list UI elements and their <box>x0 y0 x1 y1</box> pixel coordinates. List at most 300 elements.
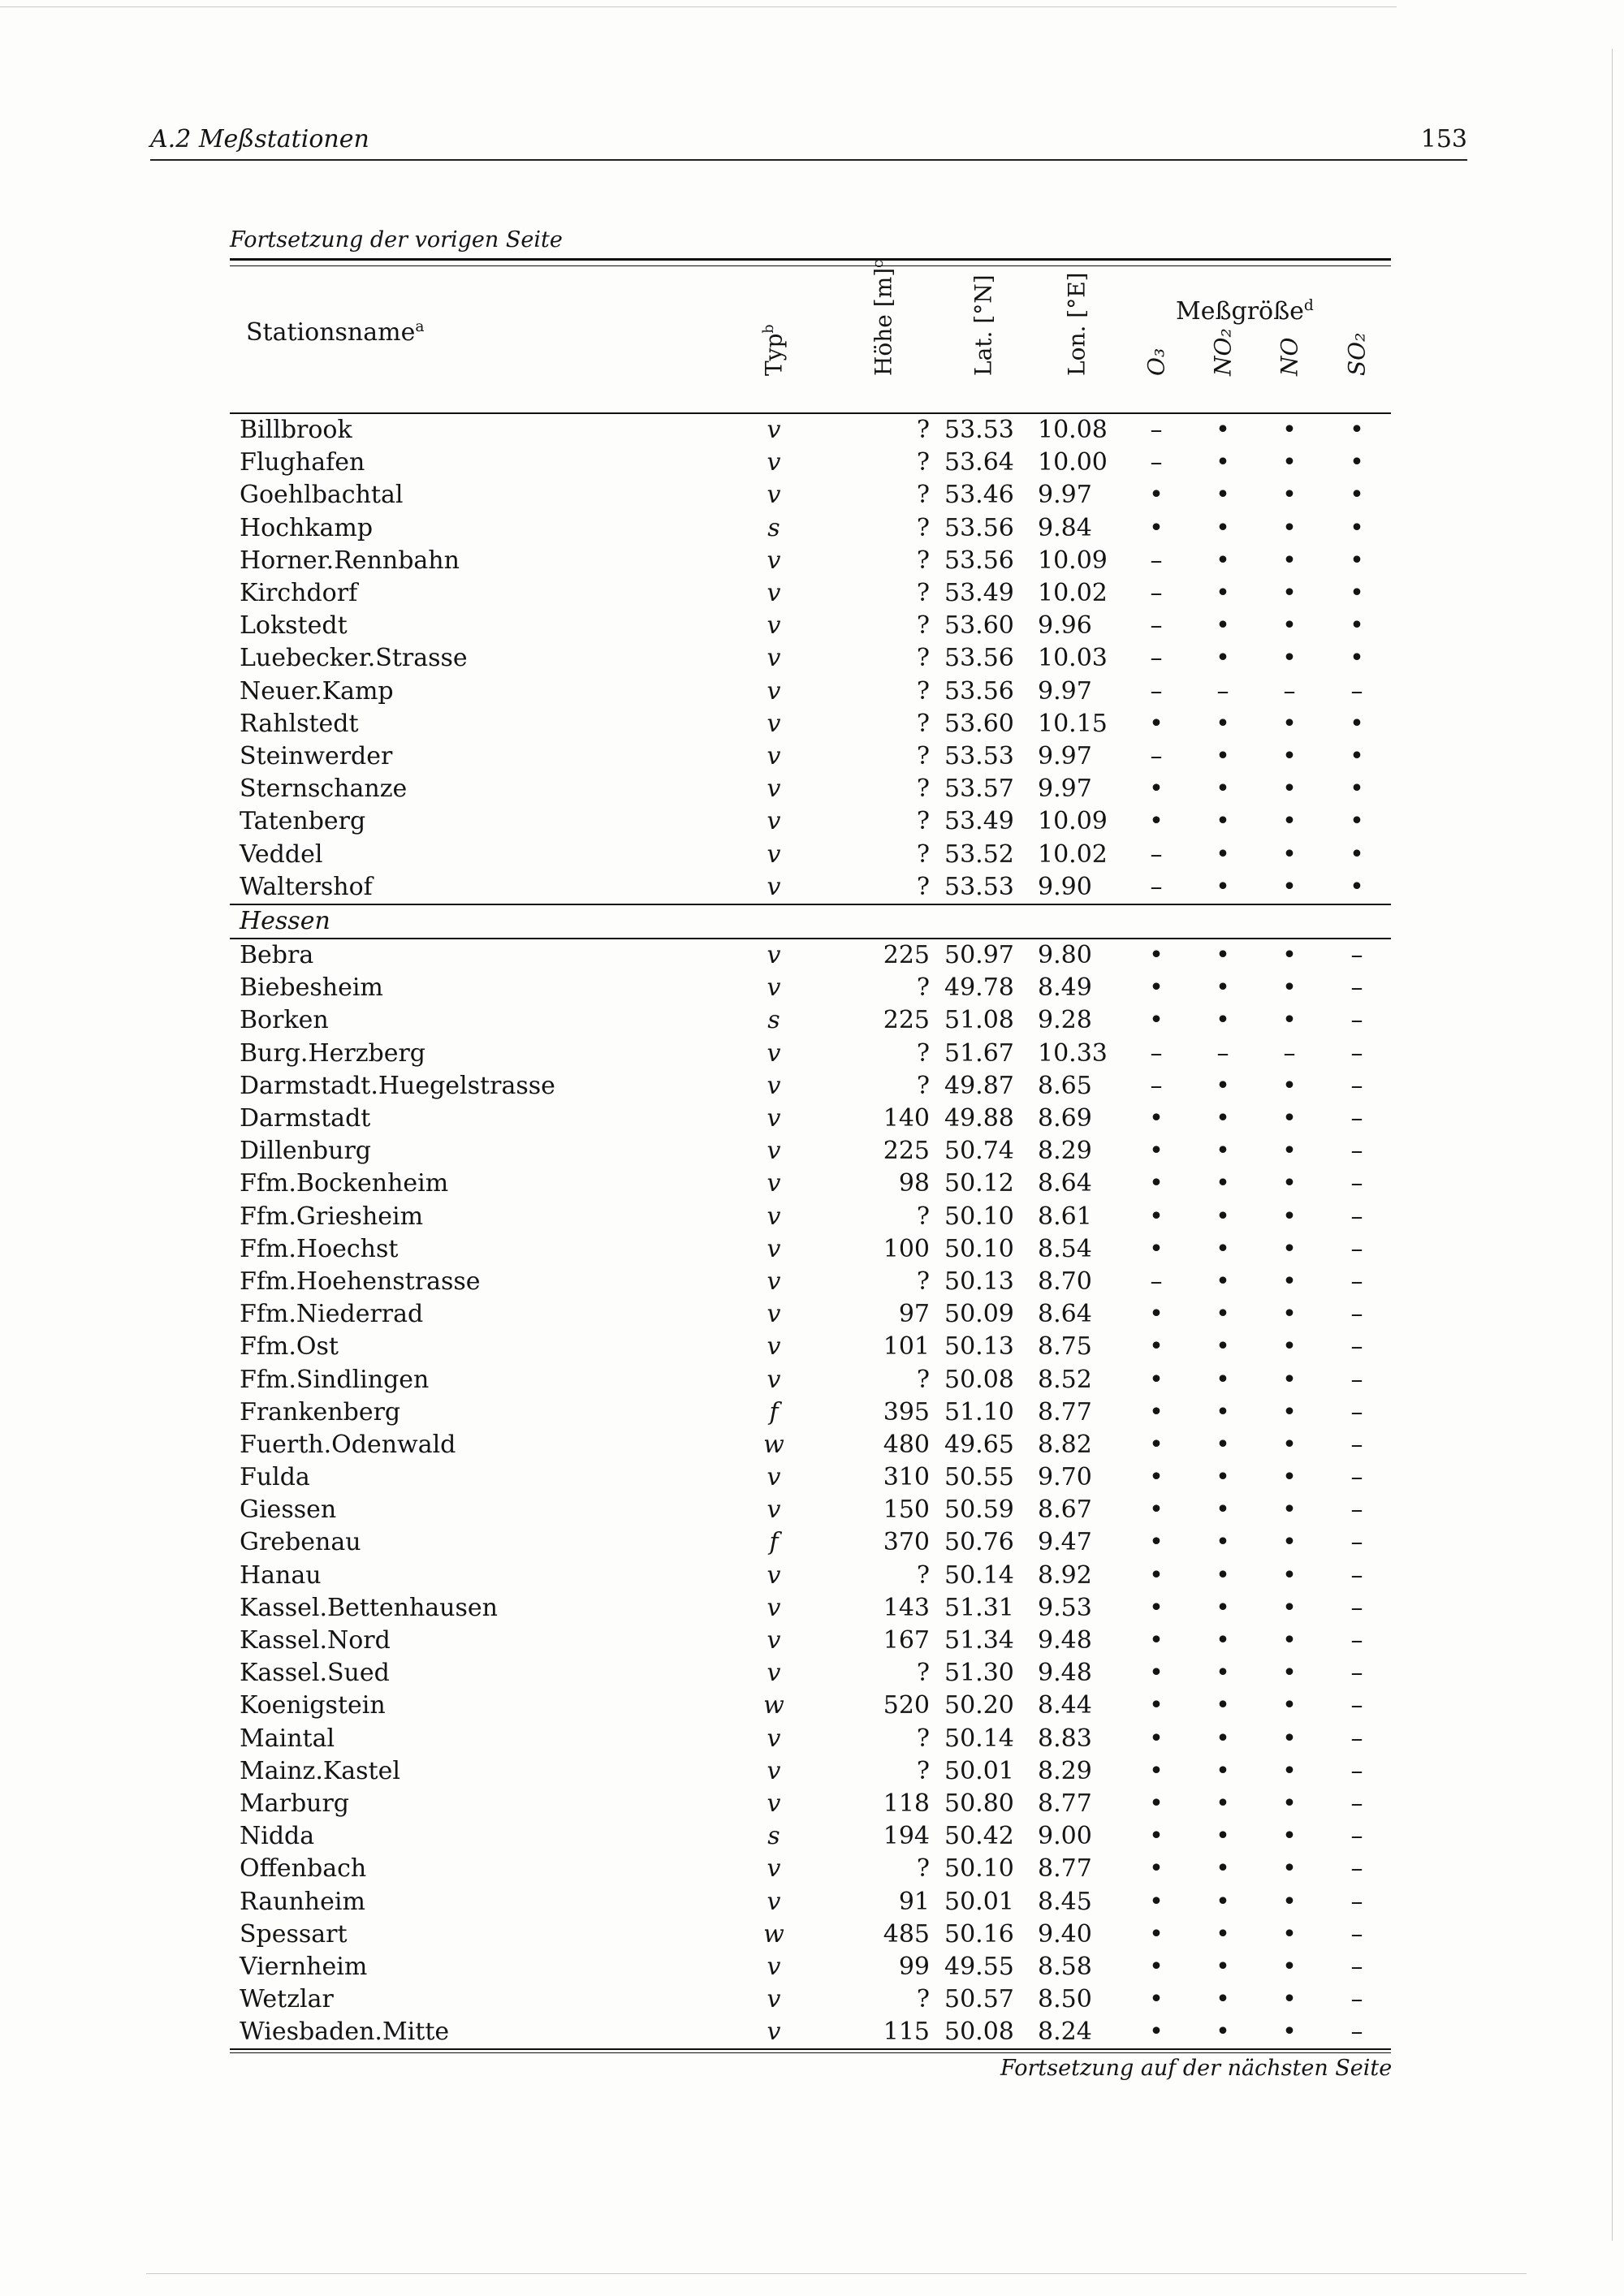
cell-no2: • <box>1216 872 1230 901</box>
header-typ: Typ$^b$ <box>760 324 788 376</box>
cell-name: Darmstadt.Huegelstrasse <box>240 1071 555 1100</box>
table-row <box>230 1266 1391 1298</box>
cell-typ: v <box>767 741 781 770</box>
cell-hoehe: ? <box>916 611 930 641</box>
header-cell-no <box>1256 266 1323 412</box>
cell-no: • <box>1282 1071 1297 1100</box>
cell-so2: • <box>1350 448 1364 477</box>
cell-so2: • <box>1350 611 1364 641</box>
cell-no2: • <box>1216 1234 1230 1263</box>
cell-o3: • <box>1149 1365 1164 1394</box>
cell-o3: • <box>1149 1332 1164 1362</box>
cell-typ: f <box>769 1528 779 1557</box>
cell-no: • <box>1282 1919 1297 1949</box>
cell-o3: • <box>1149 1985 1164 2014</box>
cell-lat: 50.10 <box>944 1202 1014 1231</box>
table-row <box>230 1038 1391 1070</box>
cell-o3: – <box>1150 676 1163 706</box>
cell-o3: • <box>1149 1789 1164 1818</box>
table-row <box>230 512 1391 545</box>
cell-lon: 9.97 <box>1038 481 1092 510</box>
cell-typ: v <box>767 546 781 575</box>
cell-name: Waltershof <box>240 872 373 901</box>
cell-lon: 9.97 <box>1038 775 1092 804</box>
cell-no2: • <box>1216 546 1230 575</box>
cell-typ: v <box>767 1985 781 2014</box>
cell-typ: v <box>767 839 781 869</box>
cell-lat: 50.59 <box>944 1495 1014 1525</box>
cell-so2: • <box>1350 481 1364 510</box>
cell-typ: v <box>767 611 781 641</box>
page-number: 153 <box>1420 125 1467 153</box>
cell-lat: 50.12 <box>944 1169 1014 1198</box>
cell-lat: 50.10 <box>944 1854 1014 1884</box>
cell-hoehe: 370 <box>883 1528 930 1557</box>
cell-o3: • <box>1149 807 1164 836</box>
cell-o3: • <box>1149 1691 1164 1720</box>
cell-lon: 10.02 <box>1038 839 1108 869</box>
cell-no: • <box>1282 1887 1297 1916</box>
cell-no2: • <box>1216 1169 1230 1198</box>
table-row <box>230 1103 1391 1135</box>
cell-name: Hochkamp <box>240 513 374 542</box>
cell-o3: – <box>1150 839 1163 869</box>
cell-lat: 53.49 <box>944 579 1014 608</box>
cell-name: Ffm.Griesheim <box>240 1202 424 1231</box>
cell-lat: 53.46 <box>944 481 1014 510</box>
cell-hoehe: 225 <box>883 1137 930 1166</box>
cell-so2: • <box>1350 546 1364 575</box>
cell-no: • <box>1282 1267 1297 1296</box>
cell-lat: 49.78 <box>944 973 1014 1003</box>
header-lat: Lat. [°N] <box>970 274 996 376</box>
cell-hoehe: ? <box>916 872 930 901</box>
cell-lat: 50.20 <box>944 1691 1014 1720</box>
table-row <box>230 1461 1391 1494</box>
cell-o3: • <box>1149 1822 1164 1851</box>
table-row <box>230 1625 1391 1657</box>
cell-so2: – <box>1350 1724 1363 1753</box>
cell-o3: • <box>1149 1234 1164 1263</box>
cell-typ: f <box>769 1397 779 1426</box>
cell-lon: 9.28 <box>1038 1006 1092 1035</box>
header-cell-lat <box>936 266 1030 412</box>
cell-name: Dillenburg <box>240 1137 371 1166</box>
cell-no: • <box>1282 644 1297 673</box>
cell-lat: 53.56 <box>944 546 1014 575</box>
cell-typ: v <box>767 1887 781 1916</box>
cell-typ: v <box>767 1659 781 1688</box>
cell-no: • <box>1282 709 1297 738</box>
cell-hoehe: ? <box>916 644 930 673</box>
cell-typ: v <box>767 775 781 804</box>
cell-no: • <box>1282 839 1297 869</box>
cell-no: • <box>1282 973 1297 1003</box>
cell-name: Ffm.Bockenheim <box>240 1169 449 1198</box>
header-lon: Lon. [°E] <box>1063 272 1090 376</box>
cell-no2: • <box>1216 1071 1230 1100</box>
cell-lon: 8.58 <box>1038 1952 1092 1981</box>
table-row <box>230 1070 1391 1103</box>
table-row <box>230 1167 1391 1200</box>
cell-lon: 8.64 <box>1038 1169 1092 1198</box>
cell-lat: 50.16 <box>944 1919 1014 1949</box>
cell-name: Goehlbachtal <box>240 481 404 510</box>
cell-o3: • <box>1149 1626 1164 1655</box>
cell-o3: • <box>1149 1854 1164 1884</box>
cell-o3: • <box>1149 1137 1164 1166</box>
cell-lon: 8.65 <box>1038 1071 1092 1100</box>
cell-name: Marburg <box>240 1789 350 1818</box>
table-row <box>230 871 1391 904</box>
cell-lon: 9.97 <box>1038 741 1092 770</box>
cell-lat: 50.74 <box>944 1137 1014 1166</box>
cell-hoehe: 115 <box>831 2016 936 2049</box>
cell-no: • <box>1282 1332 1297 1362</box>
cell-so2: – <box>1350 1593 1363 1622</box>
table-row <box>230 939 1391 972</box>
table-row <box>230 1526 1391 1559</box>
cell-no2: – <box>1216 676 1229 706</box>
station-table <box>230 258 1391 2050</box>
cell-no2: • <box>1216 1985 1230 2014</box>
cell-so2: – <box>1350 1104 1363 1133</box>
table-row <box>230 1494 1391 1526</box>
cell-o3: • <box>1149 1724 1164 1753</box>
cell-no2: • <box>1216 1137 1230 1166</box>
cell-no: • <box>1282 1593 1297 1622</box>
table-row <box>230 1657 1391 1690</box>
cell-lon: 8.69 <box>1038 1104 1092 1133</box>
cell-no: • <box>1282 1169 1297 1198</box>
cell-lat: 50.55 <box>944 1463 1014 1492</box>
cell-no: – <box>1283 1038 1296 1068</box>
table-row <box>230 413 1391 447</box>
cell-hoehe: 480 <box>883 1430 930 1459</box>
cell-lon: 9.48 <box>1038 1659 1092 1688</box>
cell-so2: – <box>1350 1169 1363 1198</box>
cell-hoehe: ? <box>916 1854 930 1884</box>
cell-lat: 50.57 <box>944 1985 1014 2014</box>
cell-no: • <box>1282 741 1297 770</box>
cell-typ: v <box>767 1137 781 1166</box>
cell-no: • <box>1282 1430 1297 1459</box>
cell-hoehe: ? <box>916 448 930 477</box>
table-row <box>230 610 1391 642</box>
cell-lon: 9.47 <box>1038 1528 1092 1557</box>
cell-no2: • <box>1216 1626 1230 1655</box>
cell-name: Fulda <box>240 1463 310 1492</box>
cell-typ: v <box>767 872 781 901</box>
table-row <box>230 1331 1391 1363</box>
cell-typ: v <box>767 1789 781 1818</box>
table-row <box>230 1298 1391 1331</box>
cell-no2: • <box>1216 807 1230 836</box>
cell-hoehe: ? <box>916 1267 930 1296</box>
cell-lat: 51.31 <box>944 1593 1014 1622</box>
cell-so2: • <box>1350 872 1364 901</box>
cell-name: Kassel.Bettenhausen <box>240 1593 498 1622</box>
cell-no: • <box>1282 1234 1297 1263</box>
cell-typ: v <box>767 1300 781 1329</box>
cell-typ: v <box>767 579 781 608</box>
cell-name: Frankenberg <box>240 1397 401 1426</box>
cell-name: Mainz.Kastel <box>240 1756 400 1785</box>
cell-hoehe: ? <box>916 1560 930 1590</box>
table-row <box>230 1560 1391 1592</box>
cell-no2: • <box>1216 513 1230 542</box>
cell-name: Wiesbaden.Mitte <box>230 2016 717 2049</box>
cell-lon: 8.49 <box>1038 973 1092 1003</box>
header-station-name: Stationsname$^a$ <box>246 318 425 347</box>
cell-name: Burg.Herzberg <box>240 1038 426 1068</box>
cell-no2: • <box>1216 1104 1230 1133</box>
table-row <box>230 1429 1391 1461</box>
cell-so2: – <box>1350 1495 1363 1525</box>
cell-o3: • <box>1149 513 1164 542</box>
cell-hoehe: ? <box>916 973 930 1003</box>
table-row <box>230 1788 1391 1820</box>
table-row <box>230 545 1391 577</box>
cell-no2: • <box>1216 839 1230 869</box>
cell-hoehe: 143 <box>883 1593 930 1622</box>
cell-lat: 51.30 <box>944 1659 1014 1688</box>
cell-o3: • <box>1149 1169 1164 1198</box>
cell-lon: 10.15 <box>1038 709 1108 738</box>
cell-no2: • <box>1216 1463 1230 1492</box>
cell-typ: v <box>767 1267 781 1296</box>
cell-so2: – <box>1350 1822 1363 1851</box>
cell-o3: • <box>1149 1463 1164 1492</box>
cell-no2: • <box>1216 1691 1230 1720</box>
cell-no: • <box>1282 1724 1297 1753</box>
cell-no2: • <box>1216 1006 1230 1035</box>
cell-name: Darmstadt <box>240 1104 371 1133</box>
cell-no2: • <box>1216 448 1230 477</box>
cell-lon: 10.09 <box>1038 546 1108 575</box>
cell-typ: v <box>767 941 781 970</box>
cell-so2: – <box>1350 1202 1363 1231</box>
cell-lon: 8.44 <box>1038 1691 1092 1720</box>
cell-no2: • <box>1216 416 1230 445</box>
table-row <box>230 972 1391 1004</box>
cell-lon: 9.00 <box>1038 1822 1092 1851</box>
cell-typ: v <box>767 973 781 1003</box>
cell-name: Wetzlar <box>240 1985 334 2014</box>
cell-no2: • <box>1190 2016 1256 2049</box>
cell-typ: v <box>767 1756 781 1785</box>
header-cell-o3 <box>1123 266 1190 412</box>
cell-typ: v <box>767 1234 781 1263</box>
cell-so2: • <box>1350 709 1364 738</box>
cell-name: Fuerth.Odenwald <box>240 1430 456 1459</box>
cell-lat: 49.55 <box>944 1952 1014 1981</box>
cell-lat: 50.09 <box>944 1300 1014 1329</box>
cell-so2: • <box>1350 741 1364 770</box>
cell-no: • <box>1282 872 1297 901</box>
cell-o3: • <box>1149 1495 1164 1525</box>
cell-so2: – <box>1350 1854 1363 1884</box>
cell-typ: v <box>767 1495 781 1525</box>
table-row <box>230 577 1391 610</box>
cell-o3: – <box>1150 448 1163 477</box>
cell-lat: 53.53 <box>944 872 1014 901</box>
cell-so2: – <box>1350 1919 1363 1949</box>
header-cell-so2 <box>1323 266 1391 412</box>
cell-name: Ffm.Ost <box>240 1332 339 1362</box>
cell-o3: • <box>1149 1006 1164 1035</box>
cell-lon: 10.03 <box>1038 644 1108 673</box>
cell-name: Tatenberg <box>240 807 366 836</box>
cell-name: Billbrook <box>240 416 352 445</box>
cell-no: • <box>1282 513 1297 542</box>
cell-so2: – <box>1350 1756 1363 1785</box>
cell-no: • <box>1282 1365 1297 1394</box>
cell-so2: – <box>1350 1071 1363 1100</box>
cell-o3: • <box>1149 1887 1164 1916</box>
cell-lon: 9.53 <box>1038 1593 1092 1622</box>
table-row <box>230 1233 1391 1266</box>
cell-name: Kirchdorf <box>240 579 358 608</box>
cell-lon: 9.90 <box>1038 872 1092 901</box>
cell-no2: • <box>1216 1854 1230 1884</box>
cell-so2: – <box>1350 1626 1363 1655</box>
cell-name: Viernheim <box>240 1952 368 1981</box>
continued-from-note: Fortsetzung der vorigen Seite <box>230 227 563 252</box>
cell-so2: – <box>1350 1528 1363 1557</box>
cell-hoehe: ? <box>916 579 930 608</box>
cell-no: • <box>1282 1495 1297 1525</box>
cell-no: • <box>1282 1789 1297 1818</box>
cell-so2: – <box>1350 1430 1363 1459</box>
cell-name: Hanau <box>240 1560 322 1590</box>
table-row <box>230 1592 1391 1625</box>
cell-o3: • <box>1149 1593 1164 1622</box>
cell-name: Flughafen <box>240 448 365 477</box>
cell-lon: 9.70 <box>1038 1463 1092 1492</box>
cell-so2: • <box>1350 416 1364 445</box>
table-row <box>230 838 1391 870</box>
cell-no: • <box>1282 579 1297 608</box>
cell-so2: – <box>1350 1234 1363 1263</box>
station-footnote-mark: a <box>415 318 425 335</box>
cell-lon: 8.83 <box>1038 1724 1092 1753</box>
header-cell-typ <box>717 266 831 412</box>
cell-lat: 51.34 <box>944 1626 1014 1655</box>
cell-lon: 8.29 <box>1038 1137 1092 1166</box>
cell-lon: 8.50 <box>1038 1985 1092 2014</box>
cell-lat: 50.76 <box>944 1528 1014 1557</box>
cell-hoehe: ? <box>916 546 930 575</box>
cell-typ: s <box>767 1822 780 1851</box>
cell-lat: 53.64 <box>944 448 1014 477</box>
cell-hoehe: 225 <box>883 1006 930 1035</box>
header-cell-lon <box>1030 266 1123 412</box>
cell-so2: – <box>1350 1659 1363 1688</box>
table-row <box>230 447 1391 479</box>
cell-o3: – <box>1150 1267 1163 1296</box>
header-row <box>230 266 1391 412</box>
cell-hoehe: 101 <box>883 1332 930 1362</box>
cell-name: Kassel.Sued <box>240 1659 390 1688</box>
cell-no2: • <box>1216 741 1230 770</box>
cell-so2: – <box>1350 1038 1363 1068</box>
table-row <box>230 479 1391 511</box>
cell-so2: – <box>1350 1137 1363 1166</box>
cell-name: Lokstedt <box>240 611 348 641</box>
cell-name: Ffm.Niederrad <box>240 1300 424 1329</box>
cell-hoehe: 150 <box>883 1495 930 1525</box>
cell-so2: – <box>1350 1267 1363 1296</box>
cell-so2: • <box>1350 644 1364 673</box>
cell-no2: • <box>1216 709 1230 738</box>
cell-lat: 53.53 <box>944 741 1014 770</box>
cell-lat: 50.14 <box>944 1560 1014 1590</box>
cell-name: Veddel <box>240 839 323 869</box>
cell-hoehe: ? <box>916 775 930 804</box>
cell-no: • <box>1282 775 1297 804</box>
table-row <box>230 642 1391 675</box>
cell-hoehe: ? <box>916 1071 930 1100</box>
cell-no: • <box>1282 1137 1297 1166</box>
cell-name: Neuer.Kamp <box>240 676 394 706</box>
cell-typ: v <box>767 1463 781 1492</box>
cell-typ: v <box>767 1593 781 1622</box>
station-table-body <box>230 413 1391 2049</box>
cell-o3: • <box>1149 941 1164 970</box>
cell-no2: • <box>1216 1659 1230 1688</box>
cell-hoehe: ? <box>916 1365 930 1394</box>
cell-lat: 51.08 <box>944 1006 1014 1035</box>
cell-lon: 10.08 <box>1038 416 1108 445</box>
cell-o3: – <box>1150 1038 1163 1068</box>
cell-lon: 10.00 <box>1038 448 1108 477</box>
cell-no: • <box>1282 1985 1297 2014</box>
cell-no2: • <box>1216 973 1230 1003</box>
header-cell-station <box>230 266 717 412</box>
cell-lon: 8.52 <box>1038 1365 1092 1394</box>
cell-typ: v <box>767 416 781 445</box>
cell-lat: 49.88 <box>944 1104 1014 1133</box>
cell-typ: w <box>763 1919 784 1949</box>
cell-no2: • <box>1216 1495 1230 1525</box>
group-header-row <box>230 904 1391 939</box>
cell-o3: • <box>1149 973 1164 1003</box>
cell-name: Luebecker.Strasse <box>240 644 468 673</box>
cell-lat: 50.14 <box>944 1724 1014 1753</box>
cell-lon: 8.54 <box>1038 1234 1092 1263</box>
cell-lon: 8.77 <box>1038 1397 1092 1426</box>
cell-lon: 8.67 <box>1038 1495 1092 1525</box>
cell-no2: • <box>1216 481 1230 510</box>
cell-lon: 8.92 <box>1038 1560 1092 1590</box>
cell-so2: – <box>1350 1560 1363 1590</box>
cell-hoehe: ? <box>916 676 930 706</box>
cell-so2: • <box>1350 579 1364 608</box>
cell-o3: • <box>1149 1202 1164 1231</box>
scan-edge-top <box>0 6 1397 7</box>
cell-no: • <box>1282 1202 1297 1231</box>
cell-lat: 50.01 <box>944 1887 1014 1916</box>
running-header <box>150 123 1467 161</box>
cell-lon: 8.29 <box>1038 1756 1092 1785</box>
cell-typ: v <box>767 1169 781 1198</box>
cell-name: Offenbach <box>240 1854 367 1884</box>
cell-lon: 9.96 <box>1038 611 1092 641</box>
cell-typ: v <box>767 481 781 510</box>
cell-no: • <box>1282 1952 1297 1981</box>
cell-hoehe: ? <box>916 839 930 869</box>
